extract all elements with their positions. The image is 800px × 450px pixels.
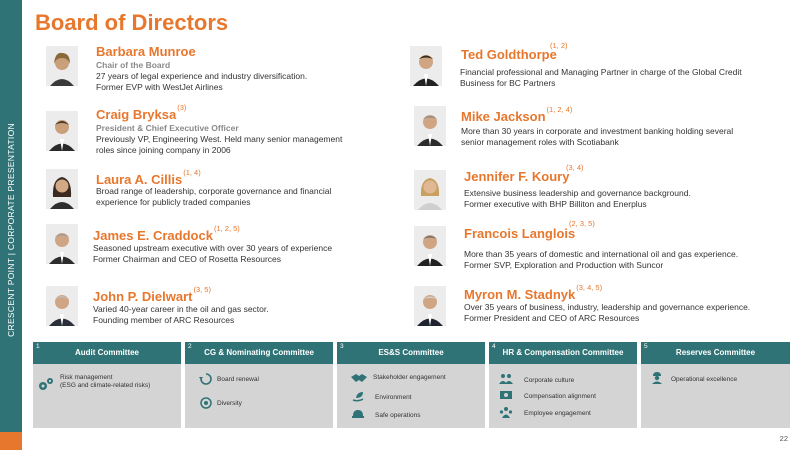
committee-cg-nominating	[185, 342, 333, 428]
committee-item: Corporate culture	[524, 377, 575, 384]
director-name: Ted Goldthorpe	[461, 47, 557, 62]
director-name: Laura A. Cillis$^{(1, 4)}$	[96, 168, 201, 187]
director-photo	[414, 226, 446, 266]
committee-item: Employee engagement	[524, 410, 591, 417]
director-description: Extensive business leadership and governance background. Former executive with BHP Billiton and Enerplus	[464, 188, 691, 209]
committee-membership: (3)	[177, 103, 187, 112]
director-name: Francois Langlois	[464, 226, 576, 241]
director-photo	[46, 46, 78, 86]
committee-audit	[33, 342, 181, 428]
committee-item: Compensation alignment	[524, 393, 596, 400]
director-photo	[410, 46, 442, 86]
director-description: Varied 40-year career in the oil and gas sector. Founding member of ARC Resources	[93, 304, 269, 325]
director-description: Over 35 years of business, industry, leadership and governance experience. Former President and CEO of ARC Resources	[464, 302, 751, 323]
committee-title: Reserves Committee	[641, 342, 790, 364]
committee-item: Risk management (ESG and climate-related risks)	[60, 374, 151, 389]
director-name: John P. Dielwart$^{(3, 5)}$	[93, 285, 211, 304]
sidebar	[0, 0, 22, 450]
people-icon	[499, 373, 513, 385]
committee-ess	[337, 342, 485, 428]
committee-item: Diversity	[217, 400, 242, 407]
committee-membership: (3, 4)	[566, 163, 584, 172]
committee-number: 2	[188, 343, 192, 350]
committee-title: CG & Nominating Committee	[185, 342, 333, 364]
committee-item: Stakeholder engagement	[373, 374, 446, 381]
director-name: Myron M. Stadnyk$^{(3, 4, 5)}$	[464, 283, 603, 302]
committee-title: ES&S Committee	[337, 342, 485, 364]
director-description: More than 35 years of domestic and international oil and gas experience. Former SVP, Exploration and Production with Suncor	[464, 249, 739, 270]
director-description: Seasoned upstream executive with over 30 years of experience Former Chairman and CEO of Rosetta Resources	[93, 243, 333, 264]
director-description: More than 30 years in corporate and investment banking holding several senior management roles with Scotiabank	[461, 126, 734, 147]
committee-item: Safe operations	[375, 412, 421, 419]
committee-hr-compensation	[489, 342, 637, 428]
director-role: Chair of the Board	[96, 60, 171, 70]
committee-number: 4	[492, 343, 496, 350]
committees-panel	[33, 342, 790, 428]
director-name: Jennifer F. Koury	[464, 169, 570, 184]
director-description: Financial professional and Managing Partner in charge of the Global Credit Business for BC Partners	[460, 67, 742, 88]
committee-membership: (3, 4, 5)	[576, 283, 603, 292]
director-name: Barbara Munroe	[96, 44, 196, 59]
committee-number: 3	[340, 343, 344, 350]
committee-item: Operational excellence	[671, 376, 738, 383]
gears-icon	[37, 376, 55, 392]
page-number: 22	[779, 434, 788, 443]
money-icon	[499, 389, 513, 401]
leaf-hand-icon	[351, 391, 365, 403]
committee-membership: (3, 5)	[193, 285, 211, 294]
committee-number: 5	[644, 343, 648, 350]
director-photo	[414, 170, 446, 210]
committee-title: Audit Committee	[33, 342, 181, 364]
director-description: Broad range of leadership, corporate governance and financial experience for publicly traded companies	[96, 186, 332, 207]
diversity-icon	[199, 397, 213, 409]
committee-item: Board renewal	[217, 376, 259, 383]
director-role: President & Chief Executive Officer	[96, 123, 239, 133]
worker-icon	[650, 372, 664, 384]
page-title: Board of Directors	[35, 10, 229, 35]
committee-membership: (1, 2)	[550, 41, 568, 50]
committee-reserves	[641, 342, 790, 428]
director-photo	[46, 286, 78, 326]
sidebar-text: CRESCENT POINT | CORPORATE PRESENTATION	[6, 123, 16, 337]
committee-membership: (1, 2, 5)	[213, 224, 240, 233]
director-photo	[414, 286, 446, 326]
sidebar-accent	[0, 432, 22, 450]
handshake-icon	[350, 372, 368, 384]
director-photo	[414, 106, 446, 146]
director-photo	[46, 224, 78, 264]
director-name: Mike Jackson$^{(1, 2, 4)}$	[461, 105, 573, 124]
committee-number: 1	[36, 343, 40, 350]
committee-title: HR & Compensation Committee	[489, 342, 637, 364]
director-photo	[46, 169, 78, 209]
refresh-icon	[199, 373, 213, 385]
director-name: James E. Craddock$^{(1, 2, 5)}$	[93, 224, 240, 243]
director-description: Previously VP, Engineering West. Held many senior management roles since joining company in 2006	[96, 134, 343, 155]
director-name: Craig Bryksa$^{(3)}$	[96, 103, 187, 122]
team-icon	[499, 406, 513, 418]
committee-membership: (1, 4)	[183, 168, 201, 177]
director-photo	[46, 111, 78, 151]
safety-icon	[351, 408, 365, 420]
committee-item: Environment	[375, 394, 412, 401]
director-description: 27 years of legal experience and industry diversification. Former EVP with WestJet Airlines	[96, 71, 308, 92]
committee-membership: (1, 2, 4)	[546, 105, 573, 114]
committee-membership: (2, 3, 5)	[569, 219, 595, 228]
